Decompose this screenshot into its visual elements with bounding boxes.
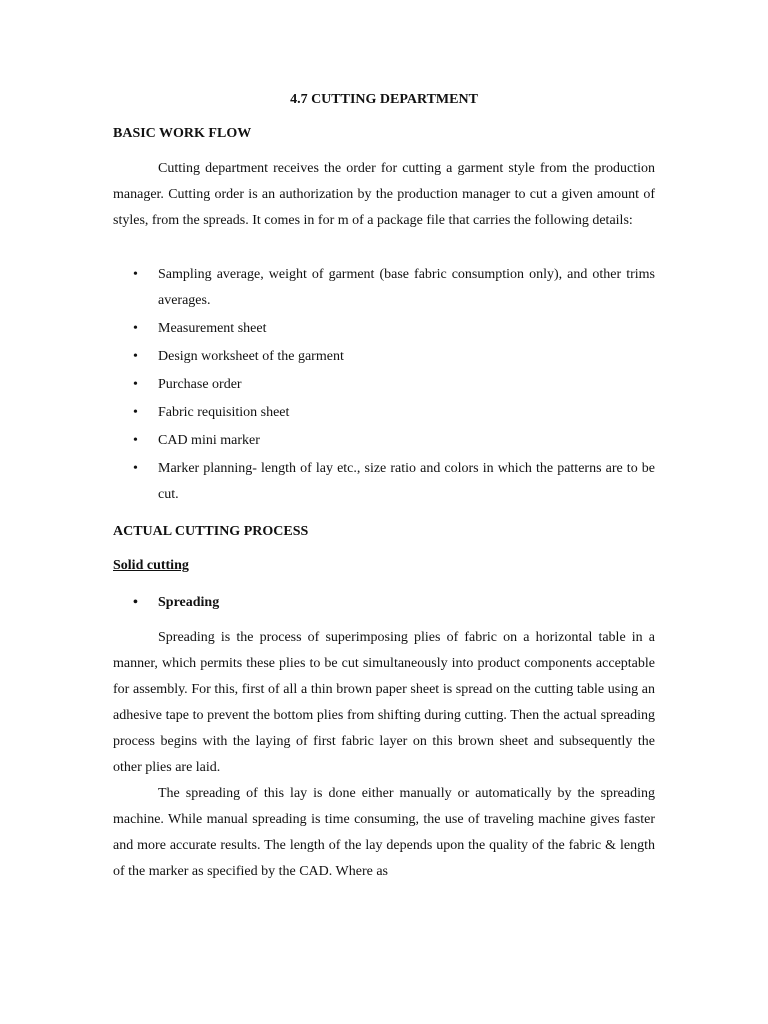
paragraph-cutting-order: Cutting department receives the order for cutting a garment style from the production manager. Cutting order is an authorization by the production manager to cut a given amount of styles, from the spreads. It comes in for m of a package file that carries the following details: [113, 161, 655, 228]
page-title: 4.7 CUTTING DEPARTMENT [290, 92, 478, 107]
subheading-solid-cutting: Solid cutting [113, 558, 189, 573]
section-heading-basic-work-flow: BASIC WORK FLOW [113, 126, 252, 141]
list-item: • Fabric requisition sheet [113, 400, 655, 426]
list-item: • Measurement sheet [113, 316, 655, 342]
list-item: • Marker planning- length of lay etc., size ratio and colors in which the patterns are to be cut. [113, 456, 655, 508]
list-item-spreading: • Spreading [113, 590, 655, 616]
paragraph-spreading-definition: Spreading is the process of superimposing plies of fabric on a horizontal table in a manner, which permits these plies to be cut simultaneously into product components acceptable for assembly. For this, first of all a thin brown paper sheet is spread on the cutting table using an adhesive tape to prevent the bottom plies from shifting during cutting. Then the actual spreading process begins with the laying of first fabric layer on this brown sheet and subsequently the other plies are laid. [113, 630, 655, 775]
list-item: • CAD mini marker [113, 428, 655, 454]
spreading-bullet-list [113, 590, 655, 616]
list-item: • Sampling average, weight of garment (base fabric consumption only), and other trims averages. [113, 262, 655, 314]
section-heading-actual-cutting-process: ACTUAL CUTTING PROCESS [113, 524, 309, 539]
paragraph-spreading-methods: The spreading of this lay is done either manually or automatically by the spreading machine. While manual spreading is time consuming, the use of traveling machine gives faster and more accurate results. The length of the lay depends upon the quality of the fabric & length of the marker as specified by the CAD. Where as [113, 786, 655, 879]
list-item: • Purchase order [113, 372, 655, 398]
list-item: • Design worksheet of the garment [113, 344, 655, 370]
details-bullet-list [113, 262, 655, 510]
